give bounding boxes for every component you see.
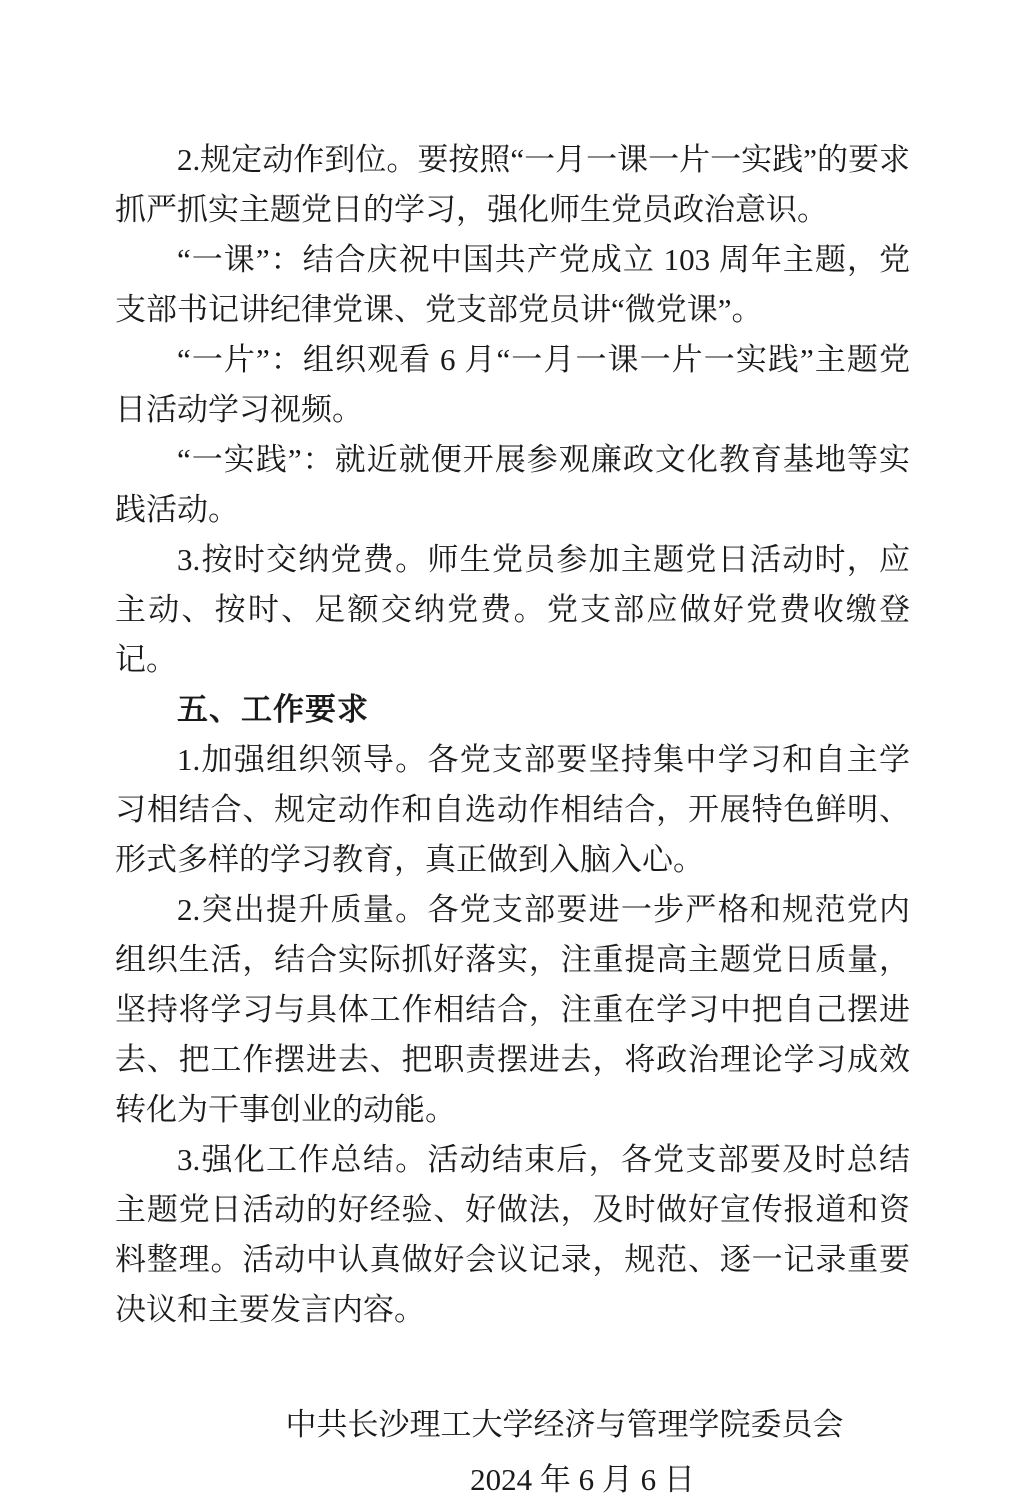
- document-paragraph: “一课”：结合庆祝中国共产党成立 103 周年主题，党支部书记讲纪律党课、党支部党员讲“微党课”。: [115, 242, 910, 327]
- document-paragraph: 3.强化工作总结。活动结束后，各党支部要及时总结主题党日活动的好经验、好做法，及时做好宣传报道和资料整理。活动中认真做好会议记录，规范、逐一记录重要决议和主要发言内容。: [115, 1142, 910, 1327]
- section-heading: 五、工作要求: [177, 692, 369, 727]
- signature-date: 2024 年 6 月 6 日: [470, 1462, 695, 1497]
- document-paragraph: “一实践”：就近就便开展参观廉政文化教育基地等实践活动。: [115, 442, 910, 527]
- signature-organization: 中共长沙理工大学经济与管理学院委员会: [285, 1407, 844, 1442]
- document-paragraph: 3.按时交纳党费。师生党员参加主题党日活动时，应主动、按时、足额交纳党费。党支部应做好党费收缴登记。: [115, 542, 910, 677]
- document-body: [115, 135, 910, 1507]
- document-paragraph: 1.加强组织领导。各党支部要坚持集中学习和自主学习相结合、规定动作和自选动作相结合，开展特色鲜明、形式多样的学习教育，真正做到入脑入心。: [115, 742, 910, 877]
- document-paragraph: “一片”：组织观看 6 月“一月一课一片一实践”主题党日活动学习视频。: [115, 342, 910, 427]
- document-paragraph: 2.规定动作到位。要按照“一月一课一片一实践”的要求抓严抓实主题党日的学习，强化师生党员政治意识。: [115, 142, 910, 227]
- document-paragraph: 2.突出提升质量。各党支部要进一步严格和规范党内组织生活，结合实际抓好落实，注重提高主题党日质量，坚持将学习与具体工作相结合，注重在学习中把自己摆进去、把工作摆进去、把职责摆进去，将政治理论学习成效转化为干事创业的动能。: [115, 892, 910, 1127]
- signature-block: [115, 1397, 910, 1507]
